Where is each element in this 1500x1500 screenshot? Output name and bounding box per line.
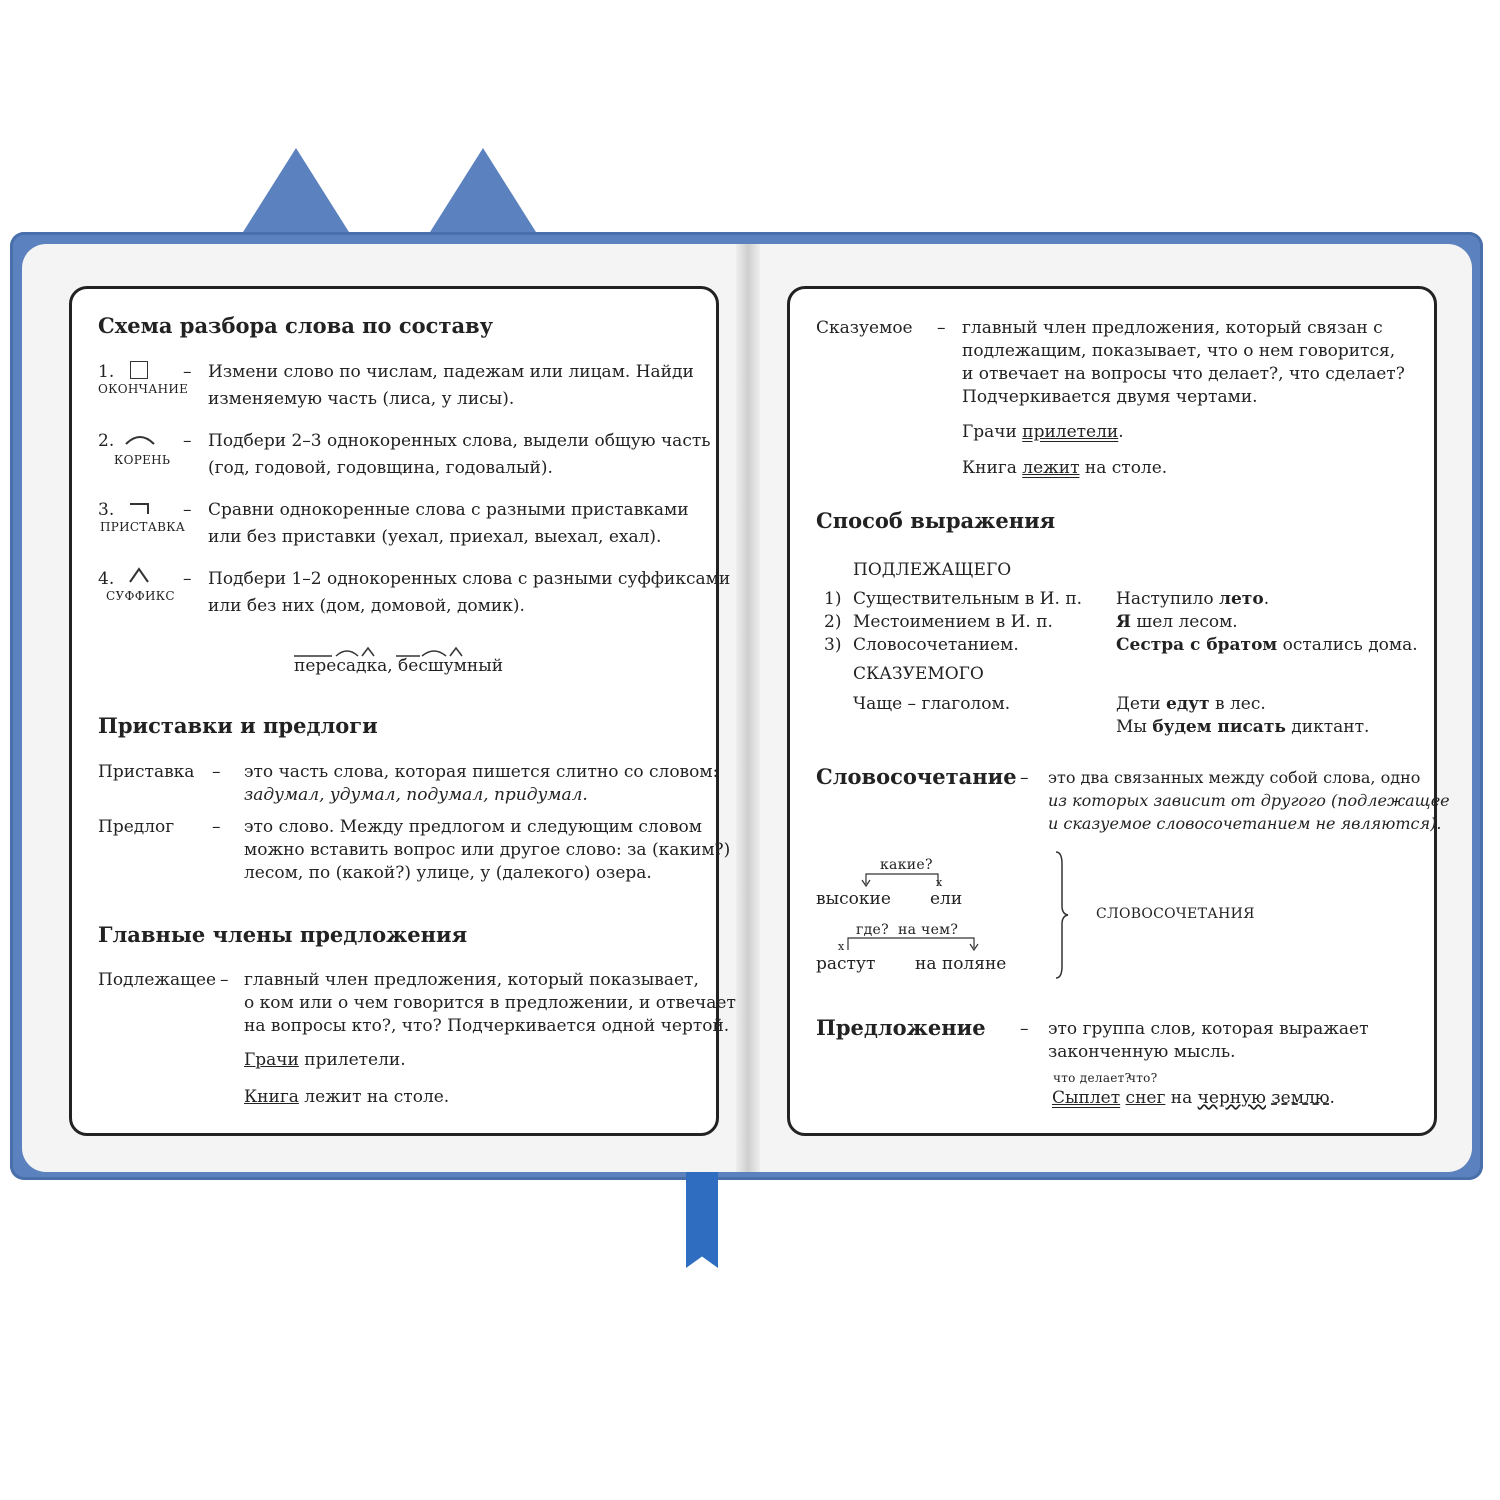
definition-text: и сказуемое словосочетанием не являются). [1048, 814, 1442, 833]
example-sentence: Сыплет снег на черную землю. [1052, 1088, 1335, 1108]
ending-icon [130, 361, 148, 379]
phrase-word: на поляне [915, 954, 1007, 974]
definition-text: можно вставить вопрос или другое слово: за (каким?) [244, 840, 731, 860]
question-label: где? [856, 922, 889, 938]
question-label: что делает? [1053, 1071, 1132, 1085]
subheading-subject: ПОДЛЕЖАЩЕГО [853, 560, 1012, 580]
row-example: Мы будем писать диктант. [1116, 717, 1370, 737]
subject-word: снег [1125, 1088, 1166, 1108]
row-example: Наступило лето. [1116, 589, 1270, 609]
predicate-word: Сыплет [1052, 1088, 1121, 1108]
row-example: Я шел лесом. [1116, 612, 1238, 632]
row-text: Существительным в И. п. [853, 589, 1083, 609]
suffix-icon [128, 566, 150, 584]
item-text: изменяемую часть (лиса, у лисы). [208, 389, 515, 409]
cover-ear-left [238, 148, 354, 240]
dash: – [212, 762, 221, 782]
row-number: 2) [824, 612, 842, 632]
item-label: СУФФИКС [106, 589, 175, 603]
row-example: Дети едут в лес. [1116, 694, 1266, 714]
dash: – [183, 362, 192, 382]
row-number: 3) [824, 635, 842, 655]
item-number: 1. [98, 362, 115, 382]
example-sentence [962, 458, 1167, 478]
item-text: Подбери 1–2 однокоренных слова с разными суффиксами [208, 569, 731, 589]
subheading-predicate: СКАЗУЕМОГО [853, 664, 984, 684]
bookmark-ribbon[interactable] [686, 1172, 718, 1268]
definition-text: Подчеркивается двумя чертами. [962, 387, 1258, 407]
item-label: КОРЕНЬ [114, 453, 171, 467]
attribute-word: черную [1197, 1088, 1266, 1108]
item-number: 4. [98, 569, 115, 589]
definition-text: это группа слов, которая выражает [1048, 1019, 1369, 1039]
dash: – [220, 970, 229, 990]
rest-text: Книга [962, 458, 1023, 478]
subject-word: Книга [244, 1087, 299, 1107]
phrase-arrow-icon [834, 934, 984, 954]
dash: – [1020, 768, 1029, 788]
phrase-arrow-icon [860, 870, 944, 888]
heading-prefixes: Приставки и предлоги [98, 713, 378, 738]
term-prefix: Приставка [98, 762, 195, 782]
definition-text: о ком или о чем говорится в предложении, и отвечает [244, 993, 736, 1013]
rest-text: Грачи [962, 422, 1023, 442]
brace-icon [1052, 850, 1072, 980]
morpheme-marks-icon [292, 646, 502, 660]
definition-text: это часть слова, которая пишется слитно со словом: [244, 762, 719, 782]
phrase-word: высокие [816, 889, 891, 909]
item-text: или без них (дом, домовой, домик). [208, 596, 525, 616]
rest-text: . [1118, 422, 1124, 442]
dash: – [1020, 1019, 1029, 1039]
heading-expression: Способ выражения [816, 508, 1056, 533]
row-number: 1) [824, 589, 842, 609]
definition-text: это два связанных между собой слова, одно [1048, 768, 1421, 787]
notebook-spine [736, 244, 760, 1172]
item-number: 3. [98, 500, 115, 520]
heading-sentence: Предложение [816, 1015, 986, 1040]
term-preposition: Предлог [98, 817, 175, 837]
row-text: Местоимением в И. п. [853, 612, 1053, 632]
question-label: что? [1128, 1071, 1158, 1085]
dash: – [937, 318, 946, 338]
row-text: Словосочетанием. [853, 635, 1019, 655]
definition-text: законченную мысль. [1048, 1042, 1236, 1062]
dash: – [183, 500, 192, 520]
definition-text: подлежащим, показывает, что о нем говорится, [962, 341, 1396, 361]
subject-word: Грачи [244, 1050, 299, 1070]
main-word-mark: x [838, 940, 845, 953]
prefix-icon [128, 502, 152, 516]
definition-text: это слово. Между предлогом и следующим словом [244, 817, 702, 837]
object-word: землю [1271, 1088, 1330, 1108]
heading-main-members: Главные члены предложения [98, 922, 468, 947]
item-text: Подбери 2–3 однокоренных слова, выдели общую часть [208, 431, 711, 451]
dash: – [183, 569, 192, 589]
example-sentence [244, 1087, 449, 1107]
root-icon [124, 432, 156, 446]
heading-phrase: Словосочетание [816, 764, 1017, 789]
heading-word-structure: Схема разбора слова по составу [98, 313, 494, 338]
definition-text: лесом, по (какой?) улице, у (далекого) озера. [244, 863, 652, 883]
rest-text: на столе. [1079, 458, 1168, 478]
rest-text: прилетели. [298, 1050, 406, 1070]
dash: – [183, 431, 192, 451]
dash: – [212, 817, 221, 837]
phrase-word: ели [930, 889, 963, 909]
example-sentence [244, 1050, 406, 1070]
item-label: ОКОНЧАНИЕ [98, 382, 189, 396]
phrase-word: растут [816, 954, 876, 974]
rest-text: лежит на столе. [298, 1087, 450, 1107]
definition-text: из которых зависит от другого (подлежащее [1048, 791, 1450, 810]
main-word-mark: x [936, 876, 943, 889]
term-predicate: Сказуемое [816, 318, 913, 338]
question-label: на чем? [898, 922, 959, 938]
morpheme-example: пересадка, бесшумный [294, 656, 504, 676]
definition-text: и отвечает на вопросы что делает?, что сделает? [962, 364, 1405, 384]
definition-text: задумал, удумал, подумал, придумал. [244, 785, 588, 805]
definition-text: главный член предложения, который связан с [962, 318, 1383, 338]
predicate-word: лежит [1022, 458, 1080, 478]
definition-text: на вопросы кто?, что? Подчеркивается одной чертой. [244, 1016, 730, 1036]
phrase-label: СЛОВОСОЧЕТАНИЯ [1096, 906, 1255, 922]
definition-text: главный член предложения, который показывает, [244, 970, 699, 990]
cover-ear-right [425, 148, 541, 240]
question-label: какие? [880, 857, 933, 873]
item-label: ПРИСТАВКА [100, 520, 186, 534]
row-text: Чаще – глаголом. [853, 694, 1011, 714]
item-number: 2. [98, 431, 115, 451]
item-text: Сравни однокоренные слова с разными приставками [208, 500, 689, 520]
item-text: Измени слово по числам, падежам или лицам. Найди [208, 362, 694, 382]
predicate-word: прилетели [1022, 422, 1119, 442]
row-example: Сестра с братом остались дома. [1116, 635, 1418, 655]
term-subject: Подлежащее [98, 970, 217, 990]
example-sentence [962, 422, 1124, 442]
item-text: или без приставки (уехал, приехал, выехал, ехал). [208, 527, 662, 547]
item-text: (год, годовой, годовщина, годовалый). [208, 458, 553, 478]
